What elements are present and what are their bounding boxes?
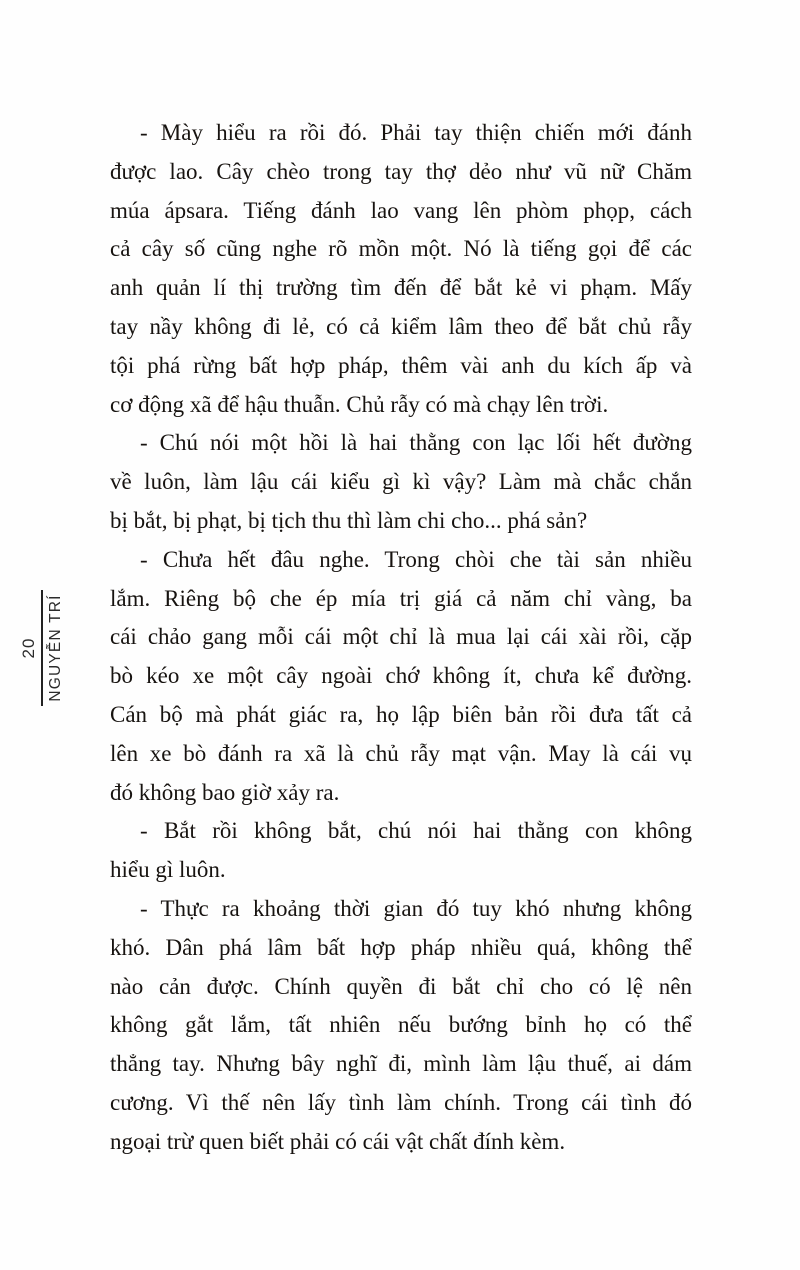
page-margin-label bbox=[10, 588, 74, 708]
paragraph-4 bbox=[110, 812, 692, 890]
text-line: hiểu gì luôn. bbox=[110, 857, 226, 883]
text-line: tay nầy không đi lẻ, có cả kiểm lâm theo để bắt chủ rẫy bbox=[110, 313, 692, 339]
paragraph-5 bbox=[110, 890, 692, 1162]
text-line: ngoại trừ quen biết phải có cái vật chất đính kèm. bbox=[110, 1128, 566, 1154]
text-line: khó. Dân phá lâm bất hợp pháp nhiều quá, không thể bbox=[110, 934, 692, 960]
text-line: đó không bao giờ xảy ra. bbox=[110, 779, 340, 805]
text-line: nào cản được. Chính quyền đi bắt chỉ cho có lệ nên bbox=[110, 973, 692, 999]
text-line: được lao. Cây chèo trong tay thợ dẻo như vũ nữ Chăm bbox=[110, 158, 692, 184]
text-line: cơ động xã để hậu thuẫn. Chủ rẫy có mà chạy lên trời. bbox=[110, 391, 609, 417]
text-line: cương. Vì thế nên lấy tình làm chính. Trong cái tình đó bbox=[110, 1089, 692, 1115]
text-line: - Bắt rồi không bắt, chú nói hai thằng con không bbox=[140, 818, 692, 844]
text-line: anh quản lí thị trường tìm đến để bắt kẻ vi phạm. Mấy bbox=[110, 275, 692, 301]
text-line: - Chú nói một hồi là hai thằng con lạc lối hết đường bbox=[140, 430, 692, 456]
text-line: tội phá rừng bất hợp pháp, thêm vài anh du kích ấp và bbox=[110, 352, 692, 378]
text-line: Cán bộ mà phát giác ra, họ lập biên bản rồi đưa tất cả bbox=[110, 701, 692, 727]
author-name: NGUYỄN TRÍ bbox=[46, 594, 64, 702]
paragraph-3 bbox=[110, 541, 692, 813]
paragraph-1 bbox=[110, 114, 692, 424]
text-line: bò kéo xe một cây ngoài chớ không ít, chưa kể đường. bbox=[110, 663, 692, 689]
page-number: 20 bbox=[18, 637, 38, 659]
text-line: lắm. Riêng bộ che ép mía trị giá cả năm chỉ vàng, ba bbox=[110, 585, 692, 611]
text-line: múa ápsara. Tiếng đánh lao vang lên phòm phọp, cách bbox=[110, 197, 692, 223]
text-line: - Chưa hết đâu nghe. Trong chòi che tài sản nhiều bbox=[140, 546, 692, 572]
text-line: bị bắt, bị phạt, bị tịch thu thì làm chi cho... phá sản? bbox=[110, 507, 588, 533]
text-line: không gắt lắm, tất nhiên nếu bướng bỉnh họ có thể bbox=[110, 1012, 692, 1038]
margin-divider-rule bbox=[41, 590, 43, 706]
text-line: - Mày hiểu ra rồi đó. Phải tay thiện chiến mới đánh bbox=[140, 120, 692, 145]
paragraph-2 bbox=[110, 424, 692, 540]
body-text-block bbox=[110, 114, 692, 1162]
text-line: cái chảo gang mỗi cái một chỉ là mua lại cái xài rồi, cặp bbox=[110, 624, 692, 650]
text-line: cả cây số cũng nghe rõ mồn một. Nó là tiếng gọi để các bbox=[110, 236, 692, 262]
text-line: về luôn, làm lậu cái kiểu gì kì vậy? Làm mà chắc chắn bbox=[110, 469, 692, 495]
text-line: lên xe bò đánh ra xã là chủ rẫy mạt vận. May là cái vụ bbox=[110, 740, 692, 766]
text-line: thẳng tay. Nhưng bây nghĩ đi, mình làm lậu thuế, ai dám bbox=[110, 1051, 692, 1077]
text-line: - Thực ra khoảng thời gian đó tuy khó nhưng không bbox=[140, 895, 692, 921]
